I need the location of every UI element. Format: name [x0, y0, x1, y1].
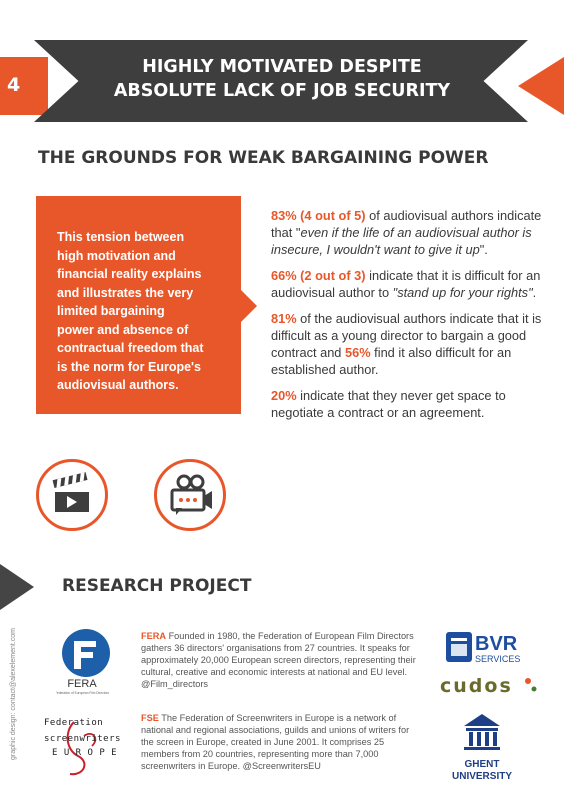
fact-quote: even if the life of an audiovisual author is insecure, I wouldn't want to give it up — [271, 225, 532, 257]
design-credit: graphic design: contact@alexelement.com — [10, 627, 17, 760]
fse-logo — [44, 716, 136, 780]
callout-line: financial reality explains — [57, 267, 202, 281]
bvr-services-logo — [444, 628, 534, 668]
fact-quote: "stand up for your rights" — [392, 285, 533, 300]
fact-item — [271, 387, 556, 421]
page-title — [50, 55, 514, 103]
cudos-logo — [438, 675, 538, 697]
fse-description — [141, 712, 416, 772]
fact-text: indicate that they never get space to negotiate a contract or an agreement. — [271, 388, 506, 420]
title-line-2: ABSOLUTE LACK OF JOB SECURITY — [113, 81, 451, 101]
bvr-main-text: BVR — [475, 633, 518, 655]
fact-item — [271, 310, 556, 378]
fact-highlight: 56% — [344, 345, 371, 360]
fera-logo-word: FERA — [67, 678, 97, 690]
video-camera-speech-icon — [154, 459, 226, 531]
research-banner-arrow — [0, 564, 34, 610]
fera-logo — [56, 627, 120, 695]
cudos-text: cudos — [440, 675, 513, 697]
fse-logo-line-3: E U R O P E — [52, 748, 118, 758]
fera-logo-sub: Federation of European Film Directors — [56, 691, 110, 695]
fact-highlight: 83% (4 out of 5) — [271, 208, 366, 223]
callout-line: power and absence of — [57, 322, 189, 337]
fact-item — [271, 207, 556, 258]
fera-description — [141, 630, 416, 690]
fact-text: find it also difficult for an established author. — [271, 345, 512, 377]
section-subheading: THE GROUNDS FOR WEAK BARGAINING POWER — [38, 148, 489, 168]
fact-highlight: 81% — [271, 311, 297, 326]
fse-logo-line-1: Federation — [44, 718, 104, 728]
fera-name: FERA — [141, 631, 167, 641]
callout-line: and illustrates the very — [57, 285, 194, 300]
callout-text — [57, 228, 247, 395]
fact-text: ". — [479, 242, 488, 257]
ghent-line-2: UNIVERSITY — [452, 771, 513, 782]
section-number-badge — [0, 57, 48, 115]
fera-text: Founded in 1980, the Federation of European Film Directors gathers 36 directors' organisations from 27 countries. It speaks for approximately 20,000 European screen directors, representing their cultural, creative and economic interests at national and EU level. @Film_directors — [141, 631, 416, 689]
callout-line: is the norm for Europe's — [57, 359, 201, 374]
section-number: 4 — [7, 74, 21, 96]
research-heading: RESEARCH PROJECT — [62, 576, 252, 596]
fact-text: indicate that it is difficult for an audiovisual author to — [271, 268, 541, 300]
clapperboard-play-icon — [36, 459, 108, 531]
fact-text: of the audiovisual authors indicate that it is difficult as a young director to bargain a good contract and — [271, 311, 542, 360]
fse-logo-line-2: screenwriters — [44, 734, 121, 744]
callout-line: contractual freedom that — [57, 341, 204, 355]
fact-highlight: 20% — [271, 388, 297, 403]
facts-list — [271, 207, 556, 430]
title-line-1: HIGHLY MOTIVATED DESPITE — [142, 57, 422, 77]
callout-line: limited bargaining — [57, 304, 165, 318]
fact-text: of audiovisual authors indicate that " — [271, 208, 542, 240]
callout-line: audiovisual authors. — [57, 378, 179, 392]
ghent-university-logo — [452, 710, 512, 786]
fact-text: . — [532, 285, 537, 300]
ghent-line-1: GHENT — [464, 759, 500, 770]
banner-right-arrow — [518, 57, 564, 115]
fse-name: FSE — [141, 713, 159, 723]
callout-line: high motivation and — [57, 248, 176, 263]
callout-line: This tension between — [57, 230, 185, 244]
fact-highlight: 66% (2 out of 3) — [271, 268, 366, 283]
bvr-sub-text: SERVICES — [475, 654, 521, 664]
fact-item — [271, 267, 556, 301]
fse-text: The Federation of Screenwriters in Europe is a network of national and regional associations, guilds and unions of writers for the screen in Europe, created in June 2001. It comprises 25 members from 20 countries, representing more than 7,000 screenwriters in Europe. @ScreenwritersEU — [141, 713, 410, 771]
